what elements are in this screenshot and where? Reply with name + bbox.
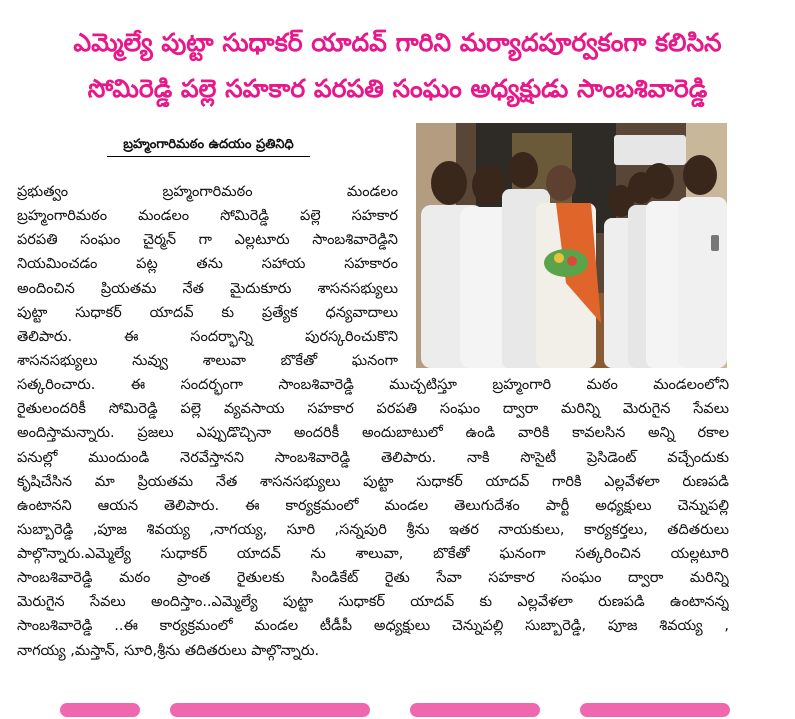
body-line-6: పుట్టా సుధాకర్ యాదవ్ కు ప్రత్యేక ధన్యవాదాలు <box>17 305 398 321</box>
body-line-17: సాంబశివారెడ్డి మఠం ప్రాంత రైతులకు సిండికేట్ రైతు సేవా సహకార సంఘం ద్వారా మరిన్ని <box>17 570 729 586</box>
body-line-18: మెరుగైన సేవలు అందిస్తాం..ఎమ్మెల్యే పుట్టా సుధాకర్ యాదవ్ కు ఎల్లవేళలా రుణపడి ఉంటానన్న <box>17 594 729 610</box>
cropped-text-fragment <box>580 703 730 717</box>
body-line-15: సుబ్బారెడ్డి ,పూజ శివయ్య ,నాగయ్య, సూరి ,సన్నపురి శ్రీను ఇతర నాయకులు, కార్యకర్తలు, తదితరులు <box>17 522 729 538</box>
byline: బ్రహ్మంగారిమఠం ఉదయం ప్రతినిధి <box>123 137 294 152</box>
news-photo <box>416 123 727 368</box>
body-line-14: ఉంటానని ఆయన తెలిపారు. ఈ కార్యక్రమంలో మండల తెలుగుదేశం పార్టీ అధ్యక్షులు చెన్నుపల్లి <box>17 498 729 514</box>
cropped-text-fragment <box>410 703 540 717</box>
body-line-8: శాసనసభ్యులు నువ్వు శాలువా బొకేతో ఘనంగా <box>17 353 398 369</box>
cropped-text-fragment <box>170 703 370 717</box>
body-line-5: అందించిన ప్రియతమ నేత మైదుకూరు శాసనసభ్యులు <box>17 281 398 297</box>
body-line-3: పరపతి సంఘం చైర్మన్ గా ఎల్లటూరు సాంబశివారెడ్డిని <box>17 232 398 248</box>
body-line-12: పనుల్లో ముందుండి నెరవేస్తానని సాంబశివారెడ్డి తెలిపారు. నాకి సొసైటీ ప్రెసిడెంట్ వచ్చేందుకు <box>17 450 729 466</box>
body-line-19: సాంబశివారెడ్డి ..ఈ కార్యక్రమంలో మండల టీడీపీ అధ్యక్షులు చెన్నుపల్లి సుబ్బారెడ్డి, పూజ శివయ్య , <box>17 618 729 634</box>
next-headline-cropped <box>0 699 795 719</box>
body-line-20: నాగయ్య ,మస్తాన్, సూరి,శ్రీను తదితరులు పాల్గొన్నారు. <box>17 643 320 659</box>
body-line-13: కృషిచేసిన మా ప్రియతమ నేత శాసనసభ్యులు పుట్టా సుధాకర్ యాదవ్ గారికి ఎల్లవేళలా రుణపడి <box>17 474 729 490</box>
headline-line-2: సోమిరెడ్డి పల్లె సహకార పరపతి సంఘం అధ్యక్షుడు సాంబశివారెడ్డి <box>87 74 708 103</box>
headline-line-1: ఎమ్మెల్యే పుట్టా సుధాకర్ యాదవ్ గారిని మర్యాదపూర్వకంగా కలిసిన <box>73 28 722 57</box>
body-line-9: సత్కరించారు. ఈ సందర్భంగా సాంబశివారెడ్డి ముచ్చటిస్తూ బ్రహ్మంగారి మఠం మండలంలోని <box>17 377 729 393</box>
cropped-text-fragment <box>60 703 140 717</box>
body-line-7: తెలిపారు. ఈ సందర్భాన్ని పురస్కరించుకొని <box>17 329 398 345</box>
byline-container <box>107 133 310 157</box>
body-line-10: రైతులందరికీ సోమిరెడ్డి పల్లె వ్యవసాయ సహకార పరపతి సంఘం ద్వారా మరిన్ని మెరుగైన సేవలు <box>17 401 729 417</box>
body-line-11: అందిస్తామన్నారు. ప్రజలు ఎప్పుడొచ్చినా అందరికీ అందుబాటులో ఉండి వారికి కావలసిన అన్ని రకాల <box>17 425 729 441</box>
body-line-4: నియమించడం పట్ల తను సహాయ సహకారం <box>17 256 398 272</box>
body-line-2: బ్రహ్మంగారిమఠం మండలం సోమిరెడ్డి పల్లె సహకార <box>17 208 398 224</box>
body-line-16: పాల్గొన్నారు.ఎమ్మెల్యే సుధాకర్ యాదవ్ ను శాలువా, బొకేతో ఘనంగా సత్కరించిన యల్లటూరి <box>17 546 729 562</box>
body-line-1: ప్రభుత్వం బ్రహ్మంగారిమఠం మండలం <box>17 184 398 200</box>
